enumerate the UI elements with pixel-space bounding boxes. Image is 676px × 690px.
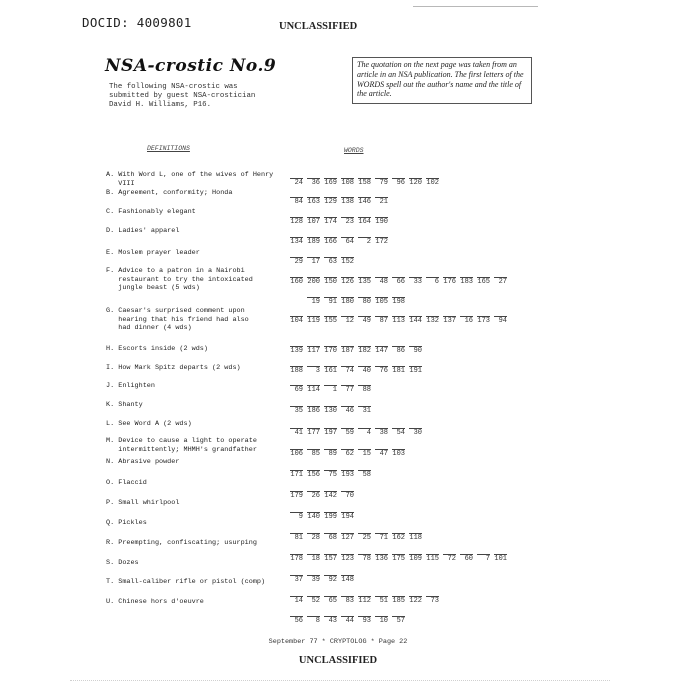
letter-blank: 2 <box>358 237 371 246</box>
letter-blank: 140 <box>307 513 320 521</box>
letter-blank: 190 <box>375 218 388 226</box>
letter-blank: 193 <box>341 471 354 479</box>
clue-definition: H. Escorts inside (2 wds) <box>106 345 208 353</box>
letter-blank: 102 <box>426 179 439 187</box>
clue-definition: B. Agreement, conformity; Honda <box>106 189 233 197</box>
letter-blank: 150 <box>324 278 337 286</box>
letter-blank: 1 <box>324 385 337 394</box>
letter-blank: 166 <box>324 238 337 246</box>
letter-blank: 146 <box>358 198 371 206</box>
letter-blank: 3 <box>307 366 320 375</box>
word-blanks-row <box>290 217 392 226</box>
letter-blank: 85 <box>307 449 320 458</box>
letter-blank: 10 <box>375 616 388 625</box>
clue-definition: N. Abrasive powder <box>106 458 180 466</box>
clue-definition: U. Chinese hors d'oeuvre <box>106 598 204 606</box>
letter-blank: 105 <box>375 298 388 306</box>
letter-blank: 130 <box>324 407 337 415</box>
letter-blank: 107 <box>307 218 320 226</box>
clue-definition: P. Small whirlpool <box>106 499 180 507</box>
letter-blank: 142 <box>324 492 337 500</box>
letter-blank: 16 <box>460 316 473 325</box>
letter-blank: 74 <box>341 366 354 375</box>
word-blanks-row <box>290 575 358 584</box>
letter-blank: 176 <box>443 278 456 286</box>
letter-blank: 132 <box>426 317 439 325</box>
letter-blank: 93 <box>358 616 371 625</box>
letter-blank: 129 <box>324 198 337 206</box>
clue-definition: R. Preempting, confiscating; usurping <box>106 539 257 547</box>
word-blanks-row <box>290 428 426 437</box>
letter-blank: 69 <box>290 385 303 394</box>
letter-blank: 120 <box>409 179 422 187</box>
words-header: WORDS <box>344 147 364 154</box>
word-blanks-row <box>290 197 392 206</box>
letter-blank: 103 <box>392 450 405 458</box>
letter-blank: 198 <box>392 298 405 306</box>
letter-blank: 177 <box>307 429 320 437</box>
letter-blank: 183 <box>460 278 473 286</box>
letter-blank: 117 <box>307 347 320 355</box>
clue-definition: F. Advice to a patron in a Nairobi restaurant to try the intoxicated jungle beast (5 wds) <box>106 267 253 292</box>
clue-definition: M. Device to cause a light to operate intermittently; MHMH's grandfather <box>106 437 257 454</box>
word-blanks-row <box>307 297 409 306</box>
letter-blank: 23 <box>341 217 354 226</box>
word-blanks-row <box>290 449 409 458</box>
letter-blank: 135 <box>358 278 371 286</box>
letter-blank: 188 <box>290 367 303 375</box>
letter-blank: 161 <box>324 367 337 375</box>
word-blanks-row <box>290 237 392 246</box>
letter-blank: 108 <box>341 179 354 187</box>
letter-blank: 139 <box>290 347 303 355</box>
clue-definition: K. Shanty <box>106 401 143 409</box>
classification-bottom: UNCLASSIFIED <box>298 655 378 666</box>
letter-blank: 91 <box>324 297 337 306</box>
letter-blank: 94 <box>494 316 507 325</box>
letter-blank: 112 <box>358 597 371 605</box>
letter-blank: 157 <box>324 555 337 563</box>
letter-blank: 123 <box>341 555 354 563</box>
scan-artifact-dots <box>70 680 610 682</box>
letter-blank: 194 <box>341 513 354 521</box>
letter-blank: 90 <box>409 346 422 355</box>
subtitle: The following NSA-crostic was submitted by guest NSA-crostician David H. Williams, P16. <box>109 83 256 109</box>
letter-blank: 169 <box>324 179 337 187</box>
clue-definition: S. Dozes <box>106 559 139 567</box>
letter-blank: 51 <box>375 596 388 605</box>
letter-blank: 63 <box>324 257 337 266</box>
letter-blank: 35 <box>290 406 303 415</box>
letter-blank: 113 <box>392 317 405 325</box>
word-blanks-row <box>290 596 443 605</box>
word-blanks-row <box>290 616 409 625</box>
letter-blank: 17 <box>307 257 320 266</box>
letter-blank: 96 <box>392 178 405 187</box>
letter-blank: 84 <box>290 197 303 206</box>
clue-definition: O. Flaccid <box>106 479 147 487</box>
letter-blank: 36 <box>307 178 320 187</box>
letter-blank: 46 <box>341 406 354 415</box>
letter-blank: 155 <box>324 317 337 325</box>
clue-definition: D. Ladies' apparel <box>106 227 180 235</box>
letter-blank: 30 <box>409 428 422 437</box>
letter-blank: 148 <box>341 576 354 584</box>
letter-blank: 170 <box>324 347 337 355</box>
letter-blank: 41 <box>290 428 303 437</box>
letter-blank: 25 <box>358 533 371 542</box>
letter-blank: 64 <box>341 237 354 246</box>
letter-blank: 181 <box>392 367 405 375</box>
letter-blank: 19 <box>307 297 320 306</box>
word-blanks-row <box>290 316 511 325</box>
letter-blank: 171 <box>290 471 303 479</box>
letter-blank: 144 <box>409 317 422 325</box>
letter-blank: 48 <box>375 277 388 286</box>
letter-blank: 57 <box>392 616 405 625</box>
letter-blank: 21 <box>375 197 388 206</box>
letter-blank: 65 <box>324 596 337 605</box>
letter-blank: 44 <box>341 616 354 625</box>
letter-blank: 189 <box>307 238 320 246</box>
word-blanks-row <box>290 512 358 521</box>
letter-blank: 174 <box>324 218 337 226</box>
letter-blank: 72 <box>443 554 456 563</box>
letter-blank: 114 <box>307 386 320 394</box>
letter-blank: 4 <box>358 428 371 437</box>
letter-blank: 49 <box>358 316 371 325</box>
letter-blank: 33 <box>409 277 422 286</box>
letter-blank: 15 <box>358 449 371 458</box>
page-footer: September 77 * CRYPTOLOG * Page 22 <box>268 638 408 646</box>
letter-blank: 78 <box>358 554 371 563</box>
letter-blank: 106 <box>290 450 303 458</box>
letter-blank: 37 <box>290 575 303 584</box>
letter-blank: 6 <box>426 277 439 286</box>
letter-blank: 152 <box>341 258 354 266</box>
letter-blank: 173 <box>477 317 490 325</box>
letter-blank: 197 <box>324 429 337 437</box>
letter-blank: 200 <box>307 278 320 286</box>
classification-top: UNCLASSIFIED <box>279 21 358 32</box>
letter-blank: 147 <box>375 347 388 355</box>
letter-blank: 104 <box>290 317 303 325</box>
letter-blank: 71 <box>375 533 388 542</box>
letter-blank: 163 <box>307 198 320 206</box>
doc-id: DOCID: 4009801 <box>82 15 192 30</box>
letter-blank: 101 <box>494 555 507 563</box>
letter-blank: 66 <box>392 277 405 286</box>
letter-blank: 28 <box>307 533 320 542</box>
clue-definition: J. Enlighten <box>106 382 155 390</box>
letter-blank: 179 <box>290 492 303 500</box>
scan-artifact-line <box>413 6 538 7</box>
clue-definition: G. Caesar's surprised comment upon hearing that his friend had also had dinner (4 wds) <box>106 307 249 332</box>
letter-blank: 122 <box>409 597 422 605</box>
letter-blank: 56 <box>290 616 303 625</box>
letter-blank: 126 <box>341 278 354 286</box>
clue-definition: Q. Pickles <box>106 519 147 527</box>
letter-blank: 58 <box>358 470 371 479</box>
word-blanks-row <box>290 406 375 415</box>
letter-blank: 26 <box>307 491 320 500</box>
letter-blank: 182 <box>358 347 371 355</box>
letter-blank: 156 <box>307 471 320 479</box>
clue-definition: A. With Word L, one of the wives of Henry VIII <box>106 171 274 188</box>
note-box: The quotation on the next page was taken from an article in an NSA publication. The first letters of the WORDS spell out the author's name and the title of the article. <box>352 57 532 104</box>
clue-definition: L. See Word A (2 wds) <box>106 420 192 428</box>
letter-blank: 186 <box>307 407 320 415</box>
letter-blank: 27 <box>494 277 507 286</box>
letter-blank: 14 <box>290 596 303 605</box>
letter-blank: 59 <box>341 428 354 437</box>
letter-blank: 81 <box>290 533 303 542</box>
letter-blank: 79 <box>375 178 388 187</box>
letter-blank: 62 <box>341 449 354 458</box>
letter-blank: 162 <box>392 534 405 542</box>
clue-definition: T. Small-caliber rifle or pistol (comp) <box>106 578 266 586</box>
letter-blank: 18 <box>307 554 320 563</box>
letter-blank: 73 <box>426 596 439 605</box>
word-blanks-row <box>290 178 443 187</box>
letter-blank: 109 <box>409 555 422 563</box>
word-blanks-row <box>290 491 358 500</box>
letter-blank: 128 <box>290 218 303 226</box>
letter-blank: 172 <box>375 238 388 246</box>
letter-blank: 187 <box>341 347 354 355</box>
letter-blank: 88 <box>358 385 371 394</box>
letter-blank: 77 <box>341 385 354 394</box>
letter-blank: 40 <box>358 366 371 375</box>
letter-blank: 134 <box>290 238 303 246</box>
letter-blank: 47 <box>375 449 388 458</box>
word-blanks-row <box>290 277 511 286</box>
letter-blank: 175 <box>392 555 405 563</box>
letter-blank: 12 <box>341 316 354 325</box>
letter-blank: 75 <box>324 470 337 479</box>
letter-blank: 180 <box>341 298 354 306</box>
letter-blank: 160 <box>290 278 303 286</box>
letter-blank: 7 <box>477 554 490 563</box>
letter-blank: 199 <box>324 513 337 521</box>
letter-blank: 164 <box>358 218 371 226</box>
letter-blank: 68 <box>324 533 337 542</box>
letter-blank: 138 <box>341 198 354 206</box>
letter-blank: 137 <box>443 317 456 325</box>
clue-definition: E. Moslem prayer leader <box>106 249 200 257</box>
clue-definition: C. Fashionably elegant <box>106 208 196 216</box>
letter-blank: 178 <box>290 555 303 563</box>
letter-blank: 165 <box>477 278 490 286</box>
letter-blank: 8 <box>307 616 320 625</box>
letter-blank: 80 <box>358 297 371 306</box>
letter-blank: 52 <box>307 596 320 605</box>
letter-blank: 92 <box>324 575 337 584</box>
letter-blank: 191 <box>409 367 422 375</box>
letter-blank: 76 <box>375 366 388 375</box>
letter-blank: 9 <box>290 512 303 521</box>
letter-blank: 185 <box>392 597 405 605</box>
letter-blank: 115 <box>426 555 439 563</box>
definitions-header: DEFINITIONS <box>147 145 190 152</box>
letter-blank: 118 <box>409 534 422 542</box>
letter-blank: 60 <box>460 554 473 563</box>
page-title: NSA-crostic No.9 <box>105 56 277 76</box>
letter-blank: 29 <box>290 257 303 266</box>
letter-blank: 127 <box>341 534 354 542</box>
letter-blank: 39 <box>307 575 320 584</box>
letter-blank: 38 <box>375 428 388 437</box>
letter-blank: 24 <box>290 178 303 187</box>
word-blanks-row <box>290 346 426 355</box>
letter-blank: 43 <box>324 616 337 625</box>
word-blanks-row <box>290 554 511 563</box>
letter-blank: 70 <box>341 491 354 500</box>
word-blanks-row <box>290 470 375 479</box>
word-blanks-row <box>290 385 375 394</box>
word-blanks-row <box>290 533 426 542</box>
word-blanks-row <box>290 366 426 375</box>
letter-blank: 89 <box>324 449 337 458</box>
letter-blank: 86 <box>392 346 405 355</box>
letter-blank: 31 <box>358 406 371 415</box>
letter-blank: 83 <box>341 596 354 605</box>
letter-blank: 87 <box>375 316 388 325</box>
letter-blank: 136 <box>375 555 388 563</box>
letter-blank: 119 <box>307 317 320 325</box>
letter-blank: 54 <box>392 428 405 437</box>
word-blanks-row <box>290 257 358 266</box>
clue-definition: I. How Mark Spitz departs (2 wds) <box>106 364 241 372</box>
letter-blank: 158 <box>358 179 371 187</box>
